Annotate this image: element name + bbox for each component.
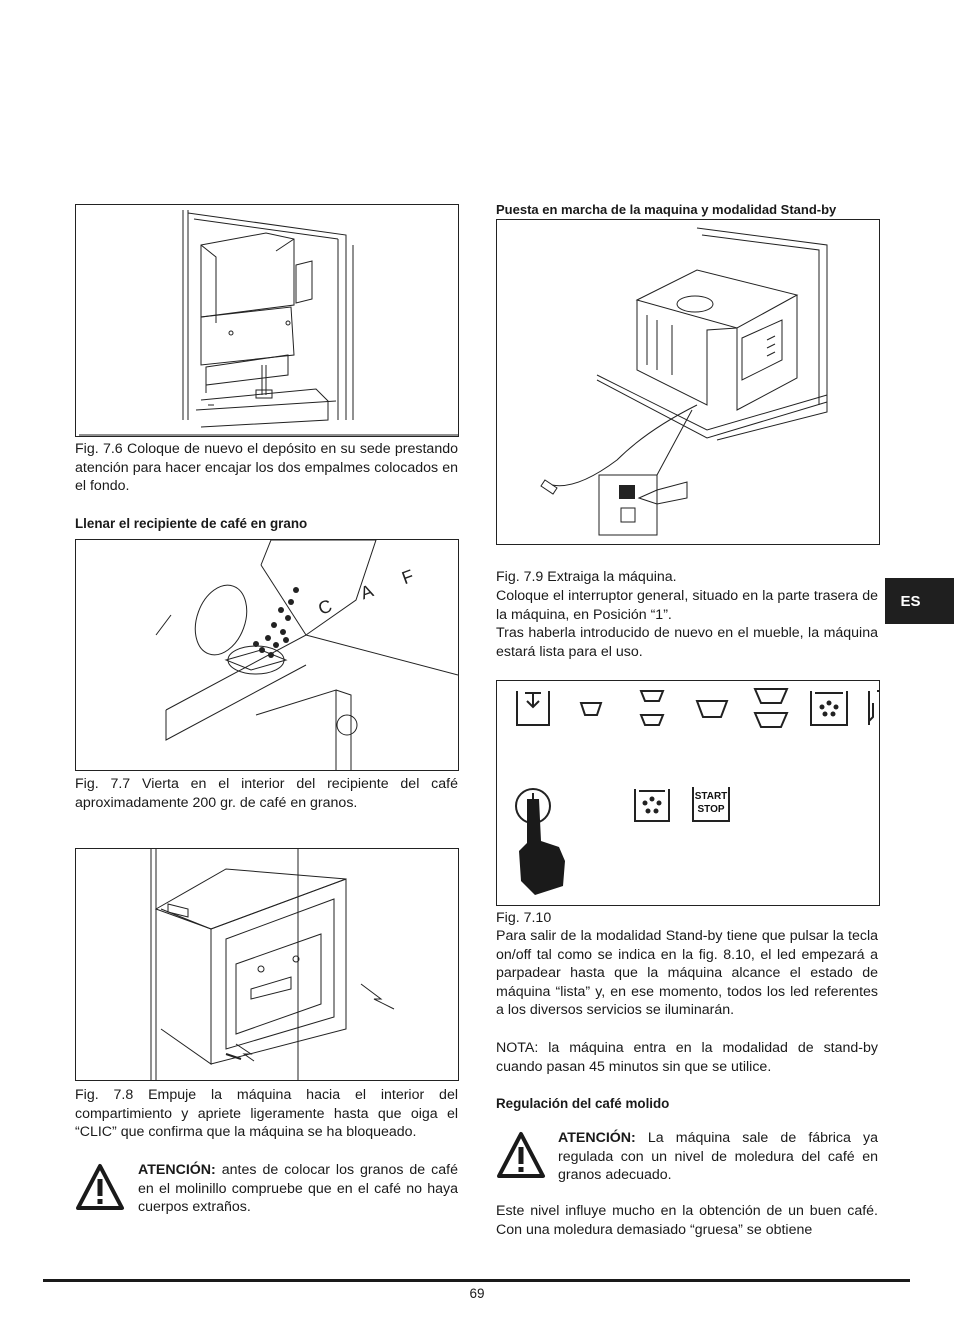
- stop-label: STOP: [697, 804, 725, 815]
- figure-7-8: [75, 848, 459, 1081]
- left-warning-text: [138, 1161, 458, 1217]
- two-long-cups-icon: [755, 689, 787, 727]
- fig-7-10-text: Para salir de la modalidad Stand-by tiene que pulsar la tecla on/off tal como se indica en la fig. 8.10, el led empezará a parpadear hasta que la máquina alcance el estado de máquina “lista” y, en ese momento, todos los led referentes a los diversos servicios se iluminarán.: [496, 928, 878, 1019]
- figure-7-7-drawing: [76, 540, 458, 770]
- hot-water-icon: [869, 691, 879, 725]
- start-label: START: [694, 791, 728, 802]
- nota-text: NOTA: la máquina entra en la modalidad de stand-by cuando pasan 45 minutos sin que se utilice.: [496, 1040, 878, 1075]
- heading-grind-adjustment: Regulación del café molido: [496, 1096, 670, 1111]
- container-lettering: C A F: [315, 560, 430, 619]
- pointing-hand-icon: [519, 799, 565, 895]
- figure-7-9-drawing: [497, 220, 879, 544]
- footer-rule: [43, 1279, 910, 1282]
- heading-startup-standby: Puesta en marcha de la maquina y modalidad Stand-by: [496, 202, 837, 217]
- language-tab: ES: [885, 578, 954, 624]
- warning-label: ATENCIÓN:: [138, 1162, 216, 1178]
- figure-7-7: [75, 539, 459, 771]
- control-panel-drawing: [497, 681, 879, 905]
- warning-label: ATENCIÓN:: [558, 1130, 636, 1146]
- figure-7-6: [75, 204, 459, 437]
- light-button-icon: [517, 691, 549, 725]
- fig-7-9-caption: Fig. 7.9 Extraiga la máquina.: [496, 569, 677, 585]
- two-short-cups-icon: [641, 691, 663, 725]
- figure-7-6-drawing: [76, 205, 458, 436]
- rinse-button-icon: [635, 789, 669, 821]
- short-cup-icon: [581, 703, 601, 715]
- fig-7-9-text-2: Tras haberla introducido de nuevo en el mueble, la máquina estará lista para el uso.: [496, 625, 878, 660]
- page-number: 69: [469, 1286, 485, 1301]
- warning-triangle-icon: [496, 1131, 546, 1179]
- long-cup-icon: [697, 701, 727, 717]
- warning-triangle-icon: [75, 1163, 125, 1211]
- figure-7-8-drawing: [76, 849, 458, 1080]
- figure-7-9: [496, 219, 880, 545]
- fig-7-10-caption: Fig. 7.10: [496, 910, 552, 926]
- warning-body: La máquina sale de fábrica ya regulada con un nivel de moledura del café en granos adecuado.: [558, 1130, 878, 1184]
- fig-7-7-caption: Fig. 7.7 Vierta en el interior del recipiente del café aproximadamente 200 gr. de café en granos.: [75, 776, 458, 811]
- start-stop-button: [693, 787, 729, 821]
- heading-fill-bean-container: Llenar el recipiente de café en grano: [75, 516, 308, 531]
- right-warning-text: [558, 1129, 878, 1185]
- warning-body: antes de colocar los granos de café en el molinillo compruebe que en el café no haya cuerpos extraños.: [138, 1162, 458, 1216]
- figure-7-10: [496, 680, 880, 906]
- steam-icon: [811, 691, 847, 725]
- fig-7-8-caption: Fig. 7.8 Empuje la máquina hacia el interior del compartimiento y apriete ligeramente hasta que oiga el “CLIC” que confirma que la máquina se ha bloqueado.: [75, 1087, 458, 1141]
- fig-7-6-caption: Fig. 7.6 Coloque de nuevo el depósito en su sede prestando atención para hacer encajar los dos empalmes colocados en el fondo.: [75, 441, 458, 495]
- grind-final-text: Este nivel influye mucho en la obtención de un buen café. Con una moledura demasiado “gruesa” se obtiene: [496, 1203, 878, 1238]
- fig-7-9-text-1: Coloque el interruptor general, situado en la parte trasera de la máquina, en Posición “1”.: [496, 588, 878, 623]
